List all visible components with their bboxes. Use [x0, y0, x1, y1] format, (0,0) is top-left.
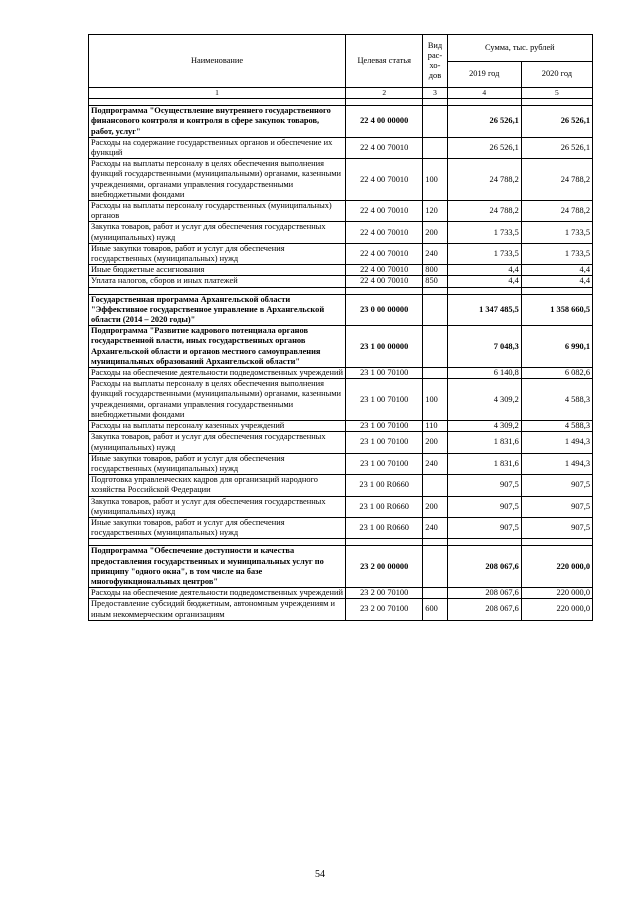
table-row [89, 453, 593, 474]
table-body [89, 99, 593, 621]
row-name: Расходы на выплаты персоналу в целях обеспечения выполнения функций государственными (муниципальными) органами, казенными учреждениями, органами управления государственными внебюджетными фондами [89, 159, 346, 201]
row-expense-type [423, 106, 447, 138]
table-row [89, 588, 593, 599]
column-number: 4 [447, 88, 521, 99]
row-expense-type [423, 475, 447, 496]
table-row [89, 265, 593, 276]
header-vid: Вид рас- хо- дов [423, 35, 447, 88]
table-row [89, 159, 593, 201]
row-sum-2019: 208 067,6 [447, 546, 521, 588]
header-year-2019: 2019 год [447, 62, 521, 88]
spacer-cell [346, 539, 423, 546]
row-sum-2019: 26 526,1 [447, 106, 521, 138]
row-name: Расходы на обеспечение деятельности подведомственных учреждений [89, 368, 346, 379]
column-number: 1 [89, 88, 346, 99]
row-sum-2019: 907,5 [447, 517, 521, 538]
row-name: Расходы на выплаты персоналу государственных (муниципальных) органов [89, 201, 346, 222]
row-sum-2019: 1 831,6 [447, 432, 521, 453]
table-row [89, 106, 593, 138]
row-sum-2019: 7 048,3 [447, 326, 521, 368]
row-sum-2020: 220 000,0 [521, 599, 592, 620]
row-name: Иные закупки товаров, работ и услуг для обеспечения государственных (муниципальных) нужд [89, 243, 346, 264]
row-target-code: 22 4 00 70010 [346, 222, 423, 243]
header-name: Наименование [89, 35, 346, 88]
row-sum-2019: 4 309,2 [447, 421, 521, 432]
row-sum-2020: 6 082,6 [521, 368, 592, 379]
spacer-row [89, 287, 593, 294]
row-target-code: 22 4 00 70010 [346, 159, 423, 201]
spacer-cell [447, 287, 521, 294]
budget-table-page [88, 34, 593, 621]
spacer-cell [521, 99, 592, 106]
row-expense-type: 240 [423, 517, 447, 538]
row-sum-2020: 907,5 [521, 517, 592, 538]
table-row [89, 222, 593, 243]
row-expense-type [423, 326, 447, 368]
row-sum-2020: 1 733,5 [521, 243, 592, 264]
row-target-code: 22 4 00 70010 [346, 243, 423, 264]
row-expense-type: 240 [423, 453, 447, 474]
row-sum-2020: 26 526,1 [521, 106, 592, 138]
row-name: Иные закупки товаров, работ и услуг для обеспечения государственных (муниципальных) нужд [89, 517, 346, 538]
row-expense-type: 200 [423, 496, 447, 517]
row-sum-2019: 4,4 [447, 265, 521, 276]
row-target-code: 23 0 00 00000 [346, 294, 423, 326]
row-target-code: 22 4 00 00000 [346, 106, 423, 138]
spacer-row [89, 539, 593, 546]
row-name: Закупка товаров, работ и услуг для обеспечения государственных (муниципальных) нужд [89, 432, 346, 453]
row-expense-type: 240 [423, 243, 447, 264]
table-row [89, 243, 593, 264]
row-name: Подпрограмма "Осуществление внутреннего государственного финансового контроля и контроля в сфере закупок товаров, работ, услуг" [89, 106, 346, 138]
row-expense-type: 200 [423, 222, 447, 243]
row-sum-2019: 1 733,5 [447, 243, 521, 264]
row-target-code: 23 1 00 70100 [346, 368, 423, 379]
row-name: Подготовка управленческих кадров для организаций народного хозяйства Российской Федерации [89, 475, 346, 496]
column-number: 2 [346, 88, 423, 99]
table-row [89, 475, 593, 496]
spacer-cell [89, 99, 346, 106]
row-sum-2020: 1 733,5 [521, 222, 592, 243]
row-target-code: 23 1 00 70100 [346, 379, 423, 421]
spacer-cell [346, 287, 423, 294]
row-name: Закупка товаров, работ и услуг для обеспечения государственных (муниципальных) нужд [89, 222, 346, 243]
row-sum-2020: 220 000,0 [521, 588, 592, 599]
spacer-cell [521, 287, 592, 294]
row-expense-type: 120 [423, 201, 447, 222]
spacer-cell [423, 539, 447, 546]
row-expense-type [423, 546, 447, 588]
row-sum-2020: 26 526,1 [521, 137, 592, 158]
row-expense-type [423, 368, 447, 379]
table-row [89, 137, 593, 158]
row-sum-2019: 4,4 [447, 276, 521, 287]
row-expense-type: 600 [423, 599, 447, 620]
table-row [89, 517, 593, 538]
header-year-2020: 2020 год [521, 62, 592, 88]
row-sum-2020: 220 000,0 [521, 546, 592, 588]
row-target-code: 22 4 00 70010 [346, 276, 423, 287]
table-row [89, 368, 593, 379]
row-sum-2020: 4,4 [521, 276, 592, 287]
row-sum-2020: 1 494,3 [521, 453, 592, 474]
row-sum-2020: 907,5 [521, 475, 592, 496]
spacer-row [89, 99, 593, 106]
row-name: Расходы на выплаты персоналу в целях обеспечения выполнения функций государственными (муниципальными) органами, казенными учреждениями, органами управления государственными внебюджетными фондами [89, 379, 346, 421]
row-expense-type: 100 [423, 379, 447, 421]
column-number: 5 [521, 88, 592, 99]
table-row [89, 326, 593, 368]
column-number-row [89, 88, 593, 99]
row-sum-2020: 1 358 660,5 [521, 294, 592, 326]
table-row [89, 599, 593, 620]
row-target-code: 22 4 00 70010 [346, 265, 423, 276]
row-sum-2019: 24 788,2 [447, 159, 521, 201]
header-sum: Сумма, тыс. рублей [447, 35, 592, 62]
row-name: Предоставление субсидий бюджетным, автономным учреждениям и иным некоммерческим организациям [89, 599, 346, 620]
table-row [89, 379, 593, 421]
row-sum-2019: 1 831,6 [447, 453, 521, 474]
row-expense-type: 110 [423, 421, 447, 432]
row-name: Расходы на обеспечение деятельности подведомственных учреждений [89, 588, 346, 599]
spacer-cell [447, 99, 521, 106]
table-row [89, 546, 593, 588]
table-row [89, 496, 593, 517]
row-sum-2020: 24 788,2 [521, 201, 592, 222]
table-row [89, 294, 593, 326]
row-target-code: 23 2 00 70100 [346, 588, 423, 599]
row-name: Уплата налогов, сборов и иных платежей [89, 276, 346, 287]
row-expense-type: 850 [423, 276, 447, 287]
row-target-code: 23 1 00 70100 [346, 421, 423, 432]
spacer-cell [89, 539, 346, 546]
row-sum-2019: 907,5 [447, 496, 521, 517]
table-row [89, 276, 593, 287]
row-name: Иные закупки товаров, работ и услуг для обеспечения государственных (муниципальных) нужд [89, 453, 346, 474]
row-sum-2020: 4,4 [521, 265, 592, 276]
row-name: Расходы на выплаты персоналу казенных учреждений [89, 421, 346, 432]
table-row [89, 432, 593, 453]
row-target-code: 23 1 00 00000 [346, 326, 423, 368]
budget-table [88, 34, 593, 621]
row-sum-2019: 26 526,1 [447, 137, 521, 158]
spacer-cell [346, 99, 423, 106]
header-target: Целевая статья [346, 35, 423, 88]
row-target-code: 23 1 00 R0660 [346, 496, 423, 517]
row-name: Подпрограмма "Обеспечение доступности и качества предоставления государственных и муниципальных услуг по принципу "одного окна", в том числе на базе многофункциональных центров" [89, 546, 346, 588]
row-target-code: 23 1 00 R0660 [346, 517, 423, 538]
spacer-cell [447, 539, 521, 546]
spacer-cell [423, 287, 447, 294]
row-sum-2020: 4 588,3 [521, 421, 592, 432]
table-row [89, 201, 593, 222]
row-expense-type [423, 588, 447, 599]
row-expense-type: 200 [423, 432, 447, 453]
row-name: Подпрограмма "Развитие кадрового потенциала органов государственной власти, иных государственных органов Архангельской области и органов местного самоуправления муниципальных образований Архангельской области" [89, 326, 346, 368]
row-target-code: 22 4 00 70010 [346, 137, 423, 158]
row-name: Расходы на содержание государственных органов и обеспечение их функций [89, 137, 346, 158]
row-target-code: 23 1 00 70100 [346, 432, 423, 453]
row-sum-2019: 6 140,8 [447, 368, 521, 379]
table-row [89, 421, 593, 432]
row-sum-2020: 1 494,3 [521, 432, 592, 453]
spacer-cell [521, 539, 592, 546]
row-target-code: 23 2 00 70100 [346, 599, 423, 620]
row-sum-2020: 6 990,1 [521, 326, 592, 368]
row-sum-2019: 208 067,6 [447, 599, 521, 620]
row-sum-2019: 24 788,2 [447, 201, 521, 222]
row-sum-2019: 208 067,6 [447, 588, 521, 599]
page-number: 54 [315, 869, 325, 880]
column-number: 3 [423, 88, 447, 99]
spacer-cell [89, 287, 346, 294]
row-expense-type: 100 [423, 159, 447, 201]
row-target-code: 23 1 00 70100 [346, 453, 423, 474]
row-expense-type [423, 294, 447, 326]
row-sum-2019: 907,5 [447, 475, 521, 496]
row-sum-2020: 907,5 [521, 496, 592, 517]
row-sum-2019: 4 309,2 [447, 379, 521, 421]
row-target-code: 23 2 00 00000 [346, 546, 423, 588]
row-name: Закупка товаров, работ и услуг для обеспечения государственных (муниципальных) нужд [89, 496, 346, 517]
row-name: Государственная программа Архангельской области "Эффективное государственное управление в Архангельской области (2014 – 2020 годы)" [89, 294, 346, 326]
row-sum-2019: 1 347 485,5 [447, 294, 521, 326]
spacer-cell [423, 99, 447, 106]
row-name: Иные бюджетные ассигнования [89, 265, 346, 276]
row-sum-2020: 24 788,2 [521, 159, 592, 201]
row-sum-2020: 4 588,3 [521, 379, 592, 421]
row-target-code: 23 1 00 R0660 [346, 475, 423, 496]
row-expense-type: 800 [423, 265, 447, 276]
row-sum-2019: 1 733,5 [447, 222, 521, 243]
row-target-code: 22 4 00 70010 [346, 201, 423, 222]
row-expense-type [423, 137, 447, 158]
